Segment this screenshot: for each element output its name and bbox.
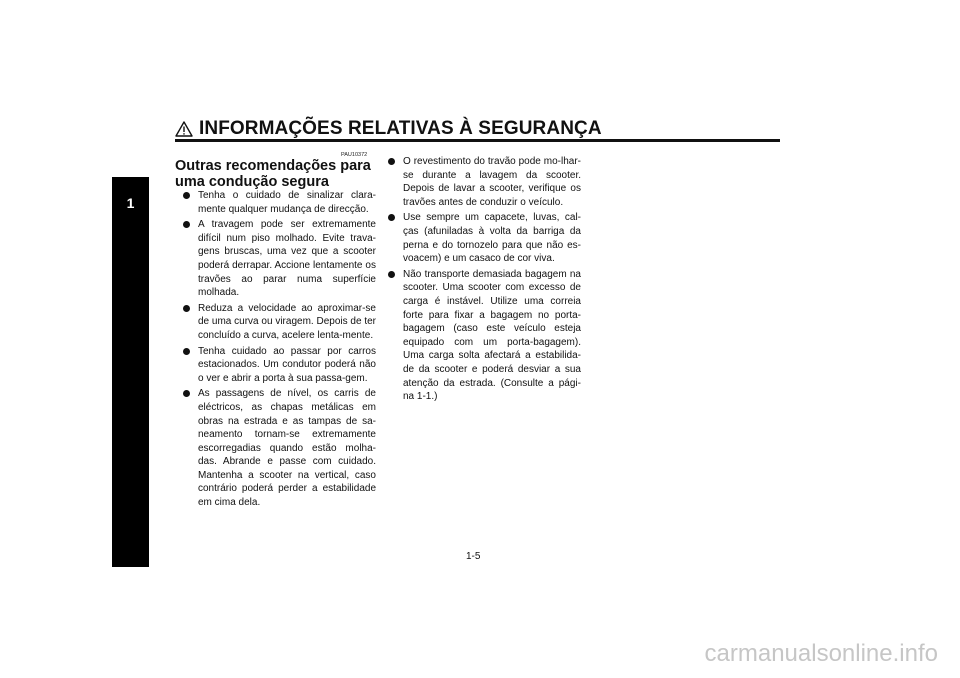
bullet-icon xyxy=(183,348,190,355)
chapter-tab xyxy=(112,177,149,567)
section-title-line-1: Outras recomendações para xyxy=(175,158,371,174)
left-bullet-list xyxy=(183,189,376,510)
header-rule xyxy=(175,139,780,142)
watermark: carmanualsonline.info xyxy=(704,640,938,667)
list-item: Tenha o cuidado de sinalizar clara-mente qualquer mudança de direcção. xyxy=(183,189,376,216)
page-header xyxy=(175,118,602,140)
list-item: Tenha cuidado ao passar por carros estacionados. Um condutor poderá não o ver e abrir a porta à sua passa-gem. xyxy=(183,345,376,386)
list-item: As passagens de nível, os carris de eléctricos, as chapas metálicas em obras na estrada e as tampas de sa-neamento tornam-se extremamente escorregadias quando estão molha-das. Abrande e passe com cuidado. Mantenha a scooter na vertical, caso contrário poderá perder a estabilidade em cima dela. xyxy=(183,387,376,509)
bullet-icon xyxy=(183,390,190,397)
bullet-icon xyxy=(183,221,190,228)
right-column xyxy=(388,155,581,406)
bullet-icon xyxy=(183,192,190,199)
list-item: O revestimento do travão pode mo-lhar-se durante a lavagem da scooter. Depois de lavar a scooter, verifique os travões antes de conduzir o veículo. xyxy=(388,155,581,209)
list-item: Reduza a velocidade ao aproximar-se de uma curva ou viragem. Depois de ter concluído a curva, acelere lenta-mente. xyxy=(183,302,376,343)
bullet-icon xyxy=(388,214,395,221)
warning-triangle-icon xyxy=(175,121,193,137)
section-title-line-2: uma condução segura xyxy=(175,174,329,190)
left-column xyxy=(183,189,376,512)
page-number: 1-5 xyxy=(466,551,481,562)
bullet-icon xyxy=(388,158,395,165)
list-item: A travagem pode ser extremamente difícil num piso molhado. Evite trava-gens bruscas, uma vez que a scooter poderá derrapar. Accione lentamente os travões ao parar numa superfície molhada. xyxy=(183,218,376,300)
list-item: Não transporte demasiada bagagem na scooter. Uma scooter com excesso de carga é instável. Utilize uma correia forte para fixar a bagagem no porta-bagagem (caso este veículo esteja equipado com um porta-bagagem). Uma carga solta afectará a estabilida-de da scooter e poderá desviar a sua atenção da estrada. (Consulte a pági-na 1-1.) xyxy=(388,268,581,404)
list-item: Use sempre um capacete, luvas, cal-ças (afuniladas à volta da barriga da perna e do tornozelo para que não es-voacem) e um casaco de cor viva. xyxy=(388,211,581,265)
section-code: PAU10372 xyxy=(341,152,368,158)
right-bullet-list xyxy=(388,155,581,404)
bullet-icon xyxy=(388,271,395,278)
bullet-icon xyxy=(183,305,190,312)
page-header-title: INFORMAÇÕES RELATIVAS À SEGURANÇA xyxy=(199,118,602,139)
chapter-number: 1 xyxy=(126,195,135,211)
section-title xyxy=(175,158,375,190)
